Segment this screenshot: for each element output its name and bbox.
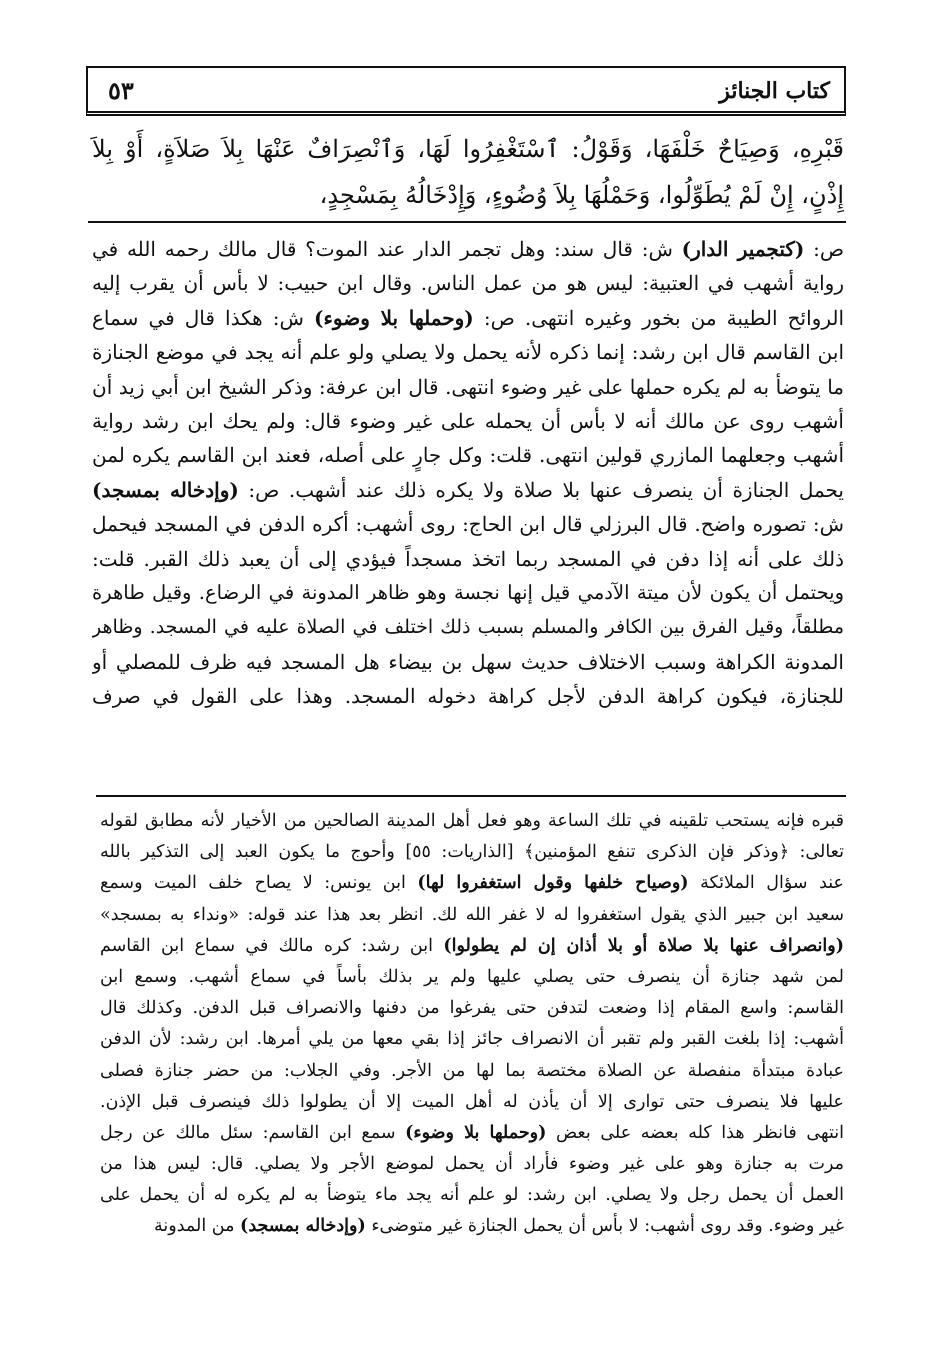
footnote-line: سعيد ابن جبير الذي يقول استغفروا له لا غفر الله لك. انظر بعد هذا عند قوله: «ونداء به بمسجد»: [100, 904, 844, 925]
page-number: ٥٣: [108, 76, 134, 105]
commentary-line: أشهب وجعلهما المازري قولين انتهى. قلت: وكل جارٍ على أصله، فعند ابن القاسم يكره لمن: [92, 443, 844, 468]
footnote-line: عبادة مبتدأة منفصلة عن الصلاة مختصة بما لها من الأجر. وفي الجلاب: من حضر جنازة فصلى: [100, 1060, 844, 1081]
footnote-line: غير وضوء. وقد روى أشهب: لا بأس أن يحمل الجنازة غير متوضىء (وإدخاله بمسجد) من المدونة: [154, 1216, 844, 1237]
footnote-divider: [96, 795, 846, 797]
commentary-line: رواية أشهب في العتبية: ليس هو من عمل الناس. وقال ابن حبيب: لا بأس أن يقرب إليه: [92, 271, 844, 296]
commentary-line: ويحتمل أن يكون لأن ميتة الآدمي قيل إنها نجسة وهو ظاهر المدونة في الرضاع. وقيل طاهرة: [92, 580, 844, 604]
commentary-line: يحمل الجنازة أن ينصرف عنها بلا صلاة ولا يكره ذلك عند أشهب. ص: (وإدخاله بمسجد): [92, 477, 844, 502]
commentary-line: ش: تصوره واضح. قال البرزلي قال ابن الحاج: روى أشهب: أكره الدفن في المسجد فيحمل: [92, 512, 844, 537]
footnote-line: مرت به جنازة وهو على غير وضوء فأراد أن يحمل لموضع الأجر ولا يصلي. قال: ليس هذا من: [100, 1154, 844, 1175]
footnote-line: (وانصراف عنها بلا صلاة أو بلا أذان إن لم يطولوا) ابن رشد: كره مالك في سماع ابن القاسم: [100, 935, 844, 956]
commentary-line: ما يتوضأ به لم يكره حملها على غير وضوء انتهى. قال ابن عرفة: وذكر الشيخ ابن أبي زيد أن: [92, 374, 844, 399]
footnote-line: القاسم: واسع المقام إذا وضعت لتدفن حتى يفرغوا من دفنها والانصراف قبل الدفن. وكذلك قال: [100, 998, 844, 1019]
footnote-line: انتهى فانظر هذا كله بعضه على بعض (وحملها بلا وضوء) سمع ابن القاسم: سئل مالك عن رجل: [100, 1122, 844, 1143]
commentary-line: الروائح الطيبة من بخور وغيره انتهى. ص: (وحملها بلا وضوء) ش: هكذا قال في سماع: [92, 305, 844, 330]
commentary-line: المدونة الكراهة وسبب الاختلاف حديث سهل بن بيضاء هل المسجد فيه ظرف للمصلي أو: [92, 649, 844, 674]
commentary-line: ذلك على أنه إذا دفن في المسجد ربما اتخذ مسجداً فيؤدي إلى أن يعبد ذلك القبر. قلت:: [92, 546, 844, 571]
footnote-line: تعالى: ﴿وذكر فإن الذكرى تنفع المؤمنين﴾ [الذاريات: ٥٥] وأحوج ما يكون العبد إلى التذكير بالله: [100, 842, 844, 863]
commentary-line: أشهب روى عن مالك أنه لا بأس أن يحمله على غير وضوء قال: ولم يحك ابن رشد رواية: [92, 408, 844, 433]
matn-text: قَبْرِهِ، وَصِيَاحٌ خَلْفَهَا، وَقَوْلُ: ٱسْتَغْفِرُوا لَهَا، وَٱنْصِرَافٌ عَنْهَا بِلاَ صَلاَةٍ، أَوْ بِلاَ إِذْنٍ، إِنْ لَمْ يُطَوِّلُوا، وَحَمْلُهَا بِلاَ وُضُوءٍ، وَإِدْخَالُهُ بِمَسْجِدٍ،: [92, 135, 844, 209]
page-header: [86, 66, 846, 116]
commentary-line: مطلقاً، وقيل الفرق بين الكافر والمسلم بسبب ذلك اختلف في الصلاة عليه في المسجد. وظاهر: [92, 616, 844, 639]
footnote-block: [100, 806, 844, 1243]
footnote-line: أشهب: إذا بلغت القبر ولم تقبر أن الانصراف جائز إذا بقي معها من يلي أمرها. ابن رشد: لأن الدفن: [100, 1029, 844, 1050]
footnote-line: عليها فلا ينصرف حتى توارى إلا أن يأذن له أهل الميت إلا أن يطولوا ذلك فينصرف قبل الإذن.: [100, 1091, 844, 1112]
commentary-line: للجنازة، فيكون كراهة الدفن لأجل كراهة دخوله المسجد. وهذا على القول في صرف: [92, 684, 844, 709]
footnote-line: قبره فإنه يستحب تلقينه في تلك الساعة وهو فعل أهل المدينة الصالحين من الأخيار لأنه مطابق لقوله: [100, 811, 844, 831]
footnote-line: عند سؤال الملائكة (وصياح خلفها وقول استغفروا لها) ابن يونس: لا يصاح خلف الميت وسمع: [100, 873, 844, 894]
commentary-block: [92, 232, 844, 713]
matn-divider: [88, 221, 846, 223]
commentary-line: ص: (كتجمير الدار) ش: قال سند: وهل تجمر الدار عند الموت؟ قال مالك رحمه الله في: [92, 237, 844, 261]
commentary-line: ابن القاسم قال ابن رشد: إنما ذكره لأنه يحمل ولا يصلي ولو علم أنه يجد في موضع الجنازة: [92, 340, 844, 365]
footnote-line: العمل أن يحمل رجل ولا يصلي. ابن رشد: لو علم أنه يجد ماء يتوضأ به لم يكره له أن يحمل على: [100, 1185, 844, 1206]
chapter-title: كتاب الجنائز: [719, 78, 830, 104]
footnote-line: لمن شهد جنازة أن ينصرف حتى يصلي عليها ولم ير بذلك بأساً في سماع أشهب. وسمع ابن: [100, 966, 844, 987]
